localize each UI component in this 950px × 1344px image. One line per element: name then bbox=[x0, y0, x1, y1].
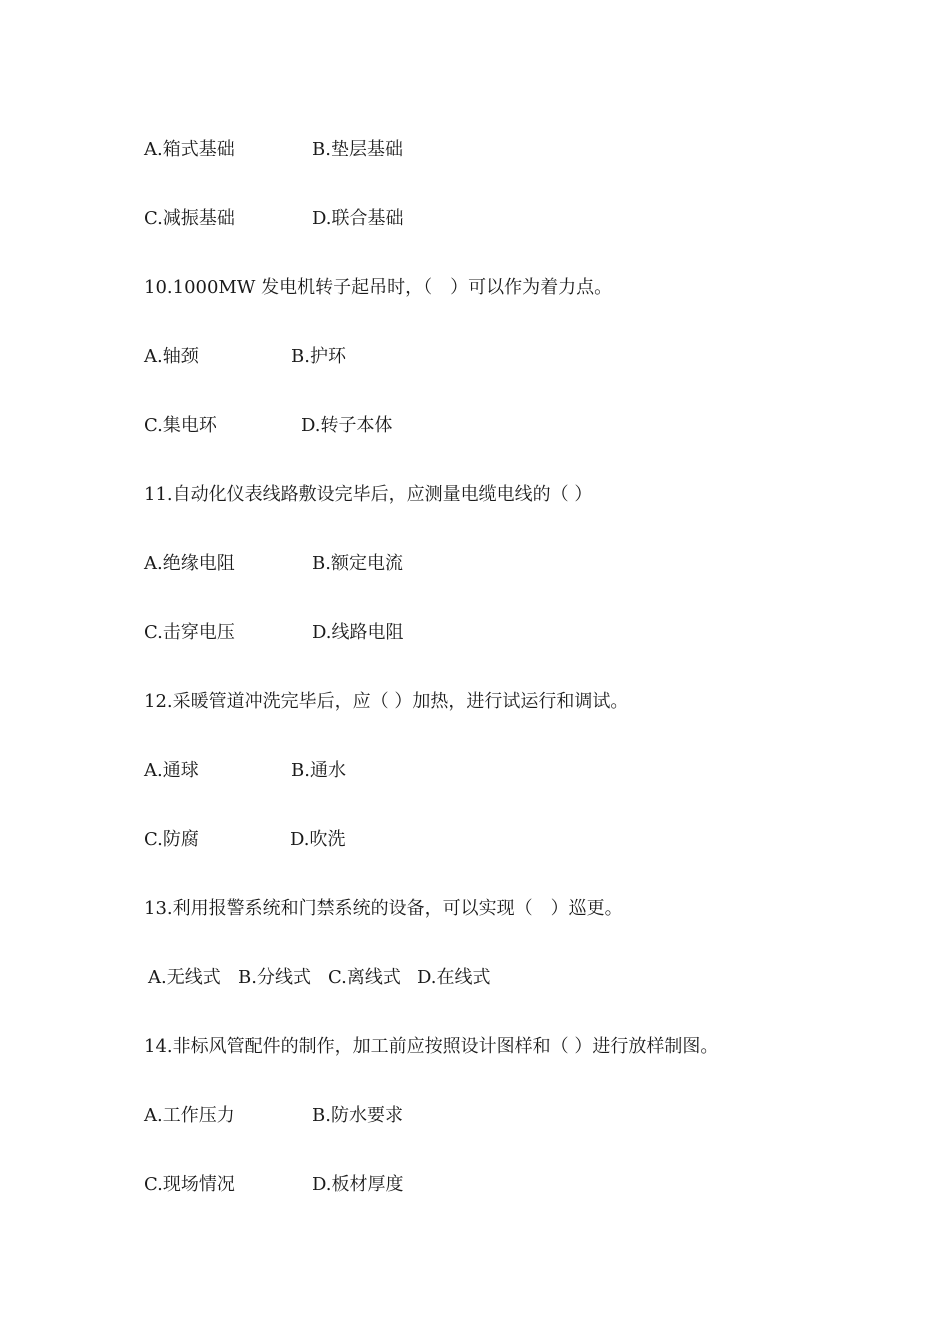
q9-option-b: B.垫层基础 bbox=[312, 139, 403, 160]
q13-question-text: 13.利用报警系统和门禁系统的设备，可以实现（ ）巡更。 bbox=[144, 898, 623, 919]
q12-option-d: D.吹洗 bbox=[290, 829, 346, 850]
q12-question-text: 12.采暖管道冲洗完毕后，应（ ）加热，进行试运行和调试。 bbox=[144, 691, 629, 712]
q10-option-b: B.护环 bbox=[291, 346, 346, 367]
q12-option-a: A.通球 bbox=[144, 760, 199, 781]
q11-option-c: C.击穿电压 bbox=[144, 622, 235, 643]
q12-option-c: C.防腐 bbox=[144, 829, 199, 850]
q13-option-a: A.无线式 bbox=[148, 967, 221, 988]
q14-option-d: D.板材厚度 bbox=[312, 1174, 404, 1195]
q10-option-c: C.集电环 bbox=[144, 415, 217, 436]
q10-question-text: 10.1000MW 发电机转子起吊时，（ ）可以作为着力点。 bbox=[144, 277, 613, 298]
q11-option-b: B.额定电流 bbox=[312, 553, 403, 574]
q10-option-d: D.转子本体 bbox=[301, 415, 393, 436]
q11-question-text: 11.自动化仪表线路敷设完毕后，应测量电缆电线的（ ） bbox=[144, 484, 593, 505]
q13-option-c: C.离线式 bbox=[328, 967, 401, 988]
q12-option-b: B.通水 bbox=[291, 760, 346, 781]
q11-option-a: A.绝缘电阻 bbox=[144, 553, 235, 574]
q14-option-c: C.现场情况 bbox=[144, 1174, 235, 1195]
q9-option-c: C.减振基础 bbox=[144, 208, 235, 229]
q14-option-a: A.工作压力 bbox=[144, 1105, 235, 1126]
q14-option-b: B.防水要求 bbox=[312, 1105, 403, 1126]
q9-option-a: A.箱式基础 bbox=[144, 139, 235, 160]
q11-option-d: D.线路电阻 bbox=[312, 622, 404, 643]
q13-option-d: D.在线式 bbox=[417, 967, 491, 988]
q9-option-d: D.联合基础 bbox=[312, 208, 404, 229]
q10-option-a: A.轴颈 bbox=[144, 346, 199, 367]
q13-option-b: B.分线式 bbox=[238, 967, 311, 988]
q14-question-text: 14.非标风管配件的制作，加工前应按照设计图样和（ ）进行放样制图。 bbox=[144, 1036, 719, 1057]
